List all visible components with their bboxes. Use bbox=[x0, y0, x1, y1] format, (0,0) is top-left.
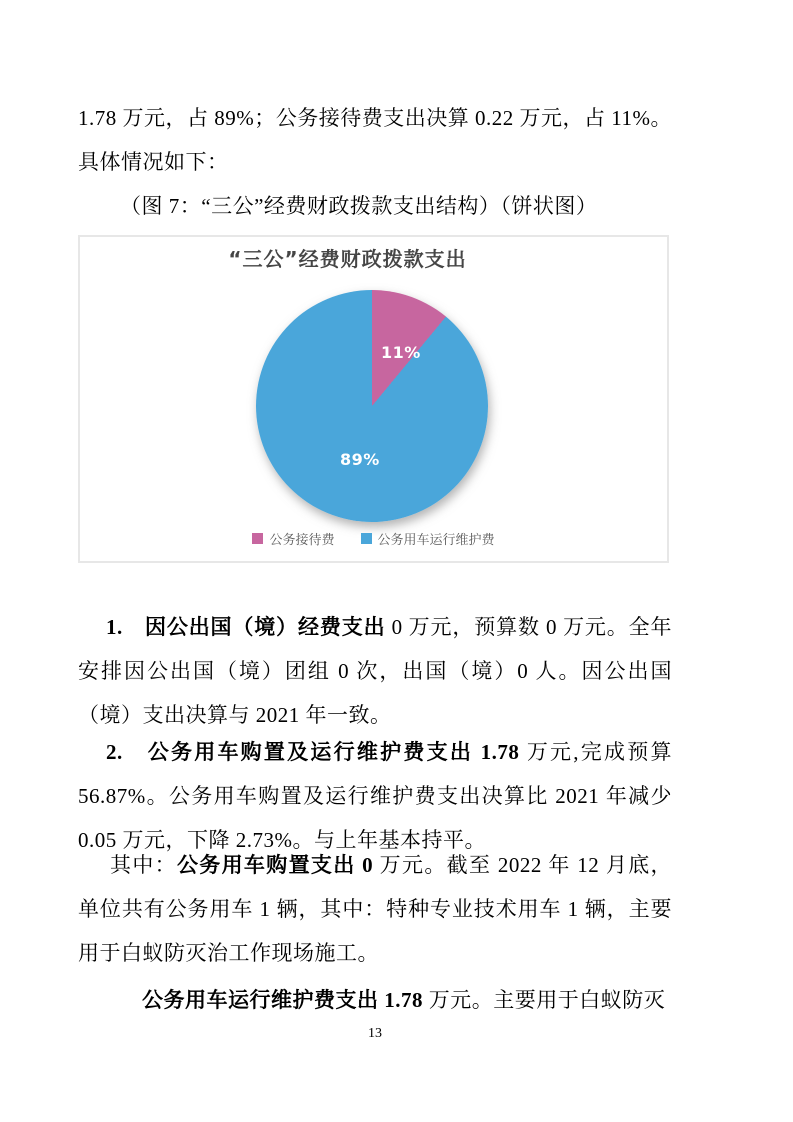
chart-title: “三公”经费财政拨款支出 bbox=[228, 247, 467, 271]
chart-legend bbox=[80, 529, 667, 548]
legend-item-vehicle bbox=[361, 529, 495, 548]
legend-item-reception bbox=[252, 529, 334, 548]
intro-paragraph bbox=[78, 96, 672, 184]
pie-slice-label-large: 89% bbox=[340, 450, 380, 469]
text-run: 万元,完成预算 56.87%。公务用车购置及运行维护费支出决算比 2021 年减少 0.05 万元，下降 2.73%。与上年基本持平。 bbox=[78, 740, 673, 852]
paragraph-vehicle-purchase bbox=[78, 843, 672, 975]
text-run: 万元。主要用于白蚁防灭 bbox=[423, 988, 666, 1012]
page-number: 13 bbox=[368, 1026, 382, 1041]
bold-text-run: 1. 因公出国（境）经费支出 bbox=[106, 615, 386, 639]
text-run: 1.78 万元，占 89%；公务接待费支出决算 0.22 万元，占 11%。具体情况如下： bbox=[78, 106, 672, 174]
text-run: 万元。截至 2022 年 12 月底，单位共有公务用车 1 辆，其中：特种专业技术用车 1 辆，主要用于白蚁防灭治工作现场施工。 bbox=[78, 853, 673, 965]
paragraph-abroad-expense bbox=[78, 605, 672, 737]
figure-caption: （图 7：“三公”经费财政拨款支出结构）（饼状图） bbox=[120, 194, 598, 218]
legend-swatch-blue bbox=[361, 533, 372, 544]
pie bbox=[256, 290, 488, 522]
pie-chart-figure bbox=[78, 235, 669, 563]
paragraph-vehicle-maintenance bbox=[78, 978, 672, 1022]
legend-swatch-pink bbox=[252, 533, 263, 544]
text-run: 0 万元，预算数 0 万元。全年安排因公出国（境）团组 0 次，出国（境）0 人。因公出国（境）支出决算与 2021 年一致。 bbox=[78, 615, 673, 727]
bold-text-run: 公务用车购置支出 0 bbox=[176, 853, 374, 877]
bold-text-run: 2. 公务用车购置及运行维护费支出 1.78 bbox=[106, 740, 520, 764]
bold-text-run: 公务用车运行维护费支出 1.78 bbox=[142, 988, 423, 1012]
legend-label-vehicle: 公务用车运行维护费 bbox=[377, 533, 495, 548]
pie-slice-label-small: 11% bbox=[381, 343, 421, 362]
text-run: 其中： bbox=[110, 853, 177, 877]
legend-label-reception: 公务接待费 bbox=[269, 533, 335, 548]
